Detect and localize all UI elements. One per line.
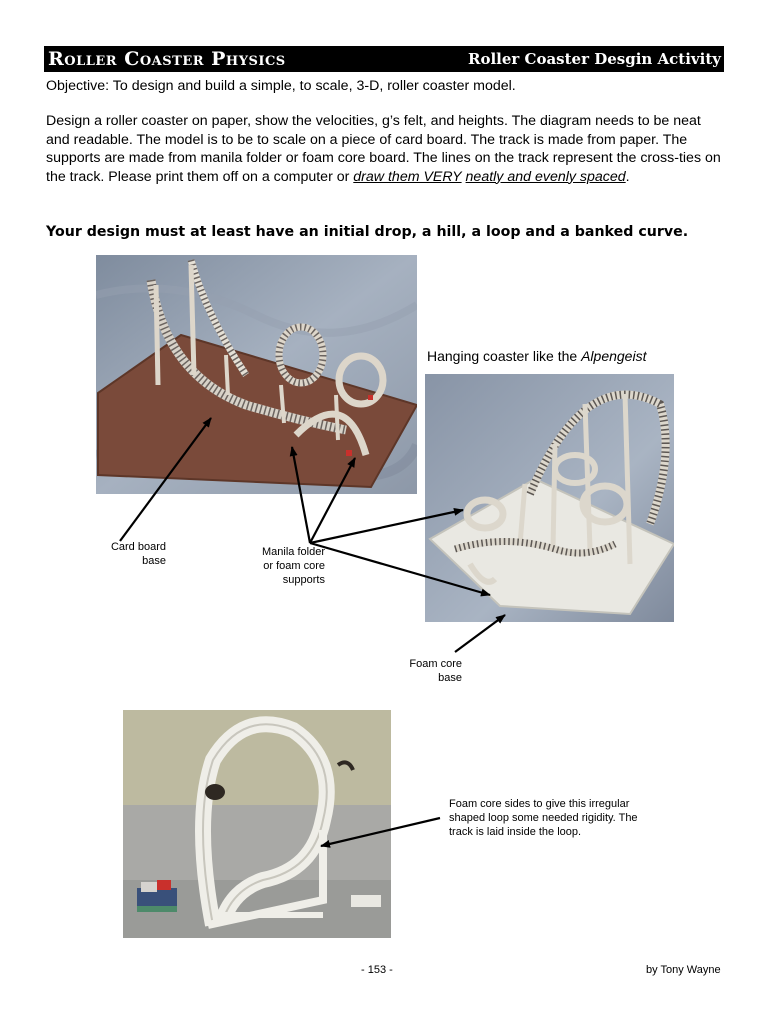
design-emphasis-2: neatly and evenly spaced bbox=[465, 168, 626, 185]
caption-manila-supports bbox=[255, 545, 325, 587]
caption-card-board-base bbox=[108, 540, 166, 568]
hanging-label-prefix: Hanging coaster like the bbox=[427, 348, 582, 364]
caption-foam-base bbox=[404, 657, 462, 685]
caption-card-board-line1: Card board bbox=[110, 541, 166, 553]
photo-hanging-coaster bbox=[425, 374, 674, 622]
design-text: Design a roller coaster on paper, show the velocities, g’s felt, and heights. The diagram needs to be neat and readable. The model is to be to scale on a piece of card board. The track is made from paper. The supports are made from manila folder or foam core board. The lines on the track represent the cross-ties on the track. Please print them off on a computer or bbox=[46, 113, 721, 185]
caption-foam-base-line1: Foam core bbox=[409, 658, 462, 670]
design-end: . bbox=[625, 168, 630, 185]
coaster-photo-2-illustration bbox=[425, 374, 674, 622]
design-emphasis-1: draw them VERY bbox=[353, 168, 462, 185]
coaster-photo-1-illustration bbox=[96, 255, 417, 494]
caption-loop: Foam core sides to give this irregular shaped loop some needed rigidity. The track is laid inside the loop. bbox=[449, 798, 638, 838]
photo-foam-loop bbox=[123, 710, 391, 938]
caption-manila-line3: supports bbox=[282, 574, 325, 586]
header-bar bbox=[44, 46, 724, 72]
caption-manila-line1: Manila folder bbox=[262, 546, 325, 558]
page-number: - 153 - bbox=[361, 964, 393, 976]
caption-foam-base-line2: base bbox=[438, 672, 462, 684]
caption-card-board-line2: base bbox=[142, 555, 166, 567]
caption-manila-line2: or foam core bbox=[263, 560, 325, 572]
author-credit: by Tony Wayne bbox=[646, 964, 721, 976]
header-right-title: Roller Coaster Desgin Activity bbox=[467, 50, 721, 68]
design-paragraph bbox=[46, 112, 726, 186]
photo-cardboard-coaster bbox=[96, 255, 417, 494]
header-left-title: Roller Coaster Physics bbox=[48, 48, 286, 70]
objective-text: Objective: To design and build a simple, to scale, 3-D, roller coaster model. bbox=[46, 78, 516, 94]
hanging-label-name: Alpengeist bbox=[581, 348, 647, 364]
hanging-coaster-label bbox=[427, 348, 646, 364]
requirement-text: Your design must at least have an initial drop, a hill, a loop and a banked curve. bbox=[46, 224, 689, 240]
coaster-photo-3-illustration bbox=[123, 710, 391, 938]
